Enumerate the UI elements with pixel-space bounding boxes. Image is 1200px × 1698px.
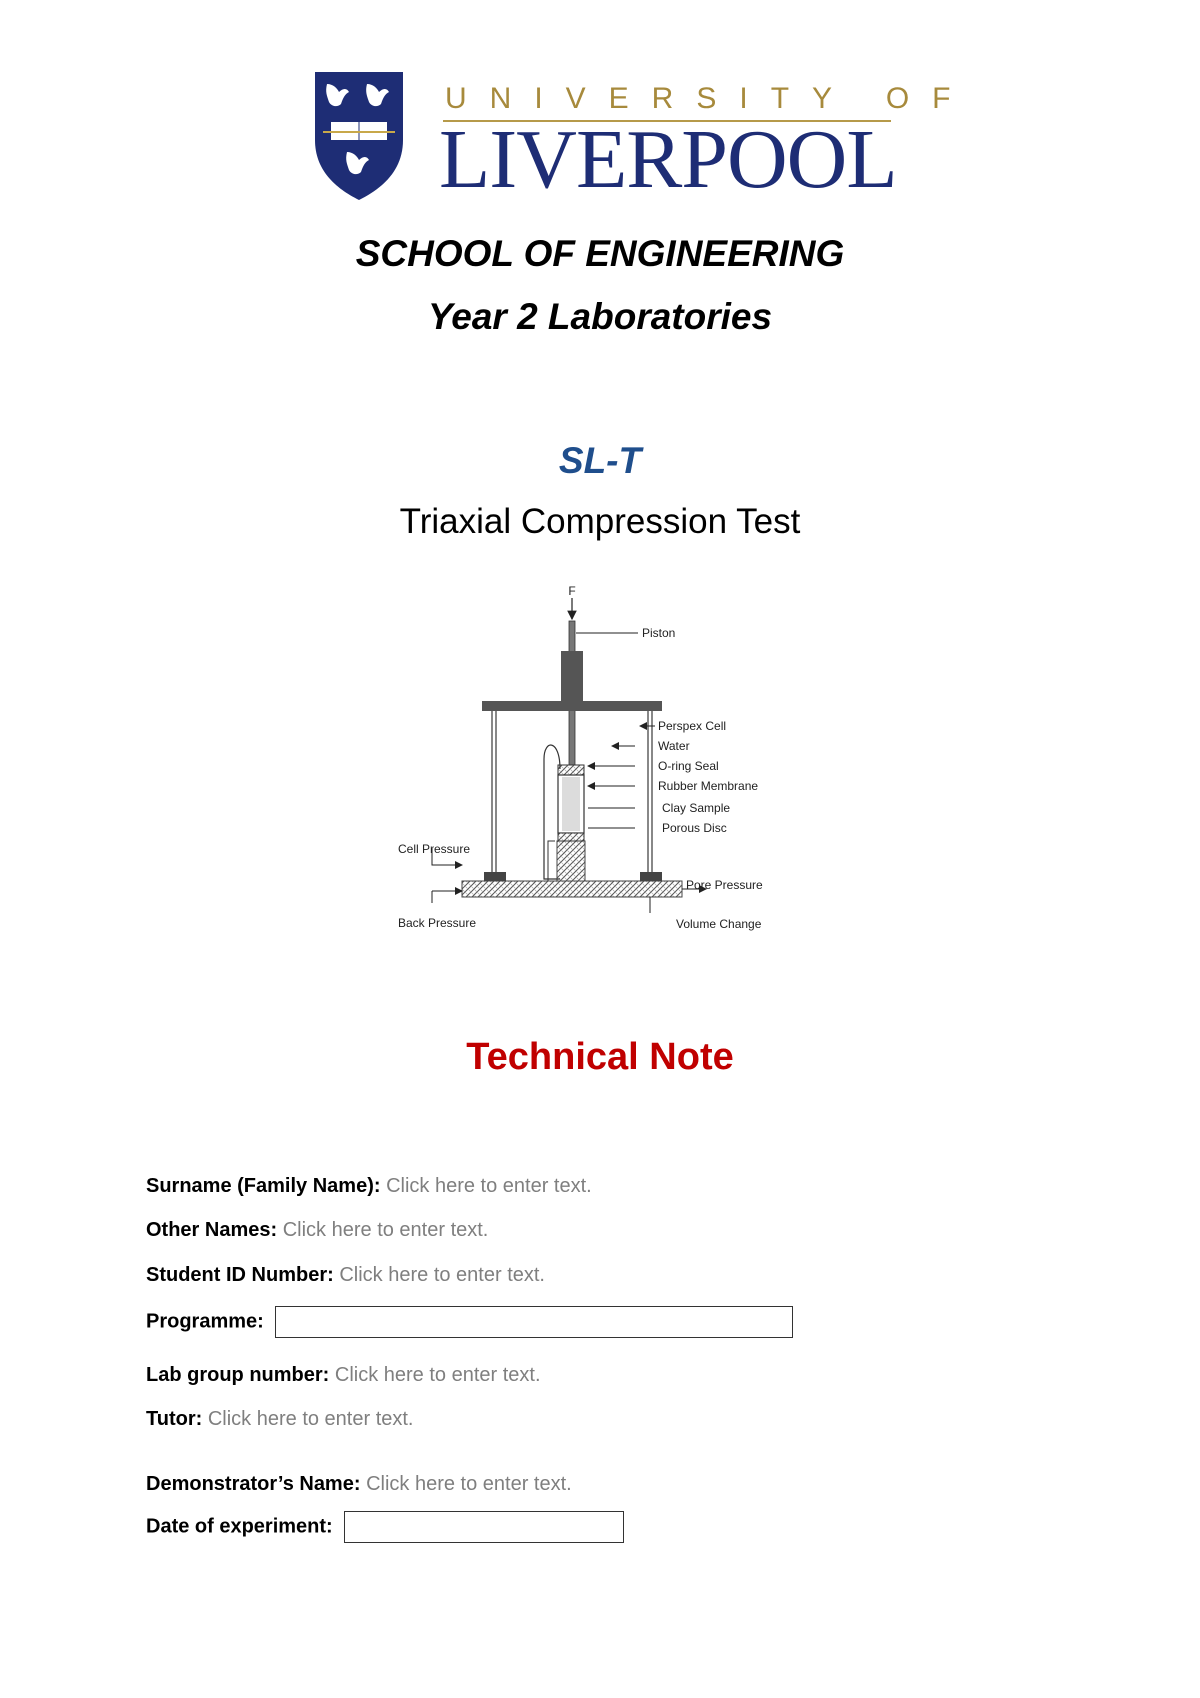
lab-group-row (146, 1363, 541, 1387)
technical-note-title: Technical Note (466, 1036, 734, 1078)
programme-label: Programme: (146, 1310, 264, 1333)
surname-label: Surname (Family Name): (146, 1175, 381, 1197)
label-volume-change: Volume Change (676, 917, 762, 931)
label-back-pressure: Back Pressure (398, 916, 477, 930)
lab-group-label: Lab group number: (146, 1364, 330, 1386)
year-title: Year 2 Laboratories (427, 296, 773, 337)
logo-liverpool: LIVERPOOL (439, 113, 897, 206)
surname-field[interactable]: Click here to enter text. (386, 1175, 592, 1197)
university-logo (313, 70, 974, 210)
label-rubber-membrane: Rubber Membrane (658, 779, 759, 793)
label-cell-pressure: Cell Pressure (398, 842, 471, 856)
programme-row (146, 1306, 793, 1338)
experiment-code: SL-T (558, 440, 642, 481)
date-field[interactable] (344, 1511, 624, 1543)
other-names-row (146, 1218, 488, 1242)
student-id-field[interactable]: Click here to enter text. (339, 1264, 545, 1286)
label-porous-disc: Porous Disc (662, 821, 727, 835)
force-label: F (568, 584, 576, 598)
demonstrator-row (146, 1472, 572, 1496)
triaxial-cell-diagram (390, 583, 820, 948)
student-id-label: Student ID Number: (146, 1264, 334, 1286)
demonstrator-label: Demonstrator’s Name: (146, 1473, 361, 1495)
experiment-title: Triaxial Compression Test (399, 502, 801, 541)
label-water: Water (658, 739, 690, 753)
label-piston: Piston (642, 626, 676, 640)
logo-university-of: UNIVERSITY OF (445, 82, 974, 115)
label-perspex-cell: Perspex Cell (658, 719, 727, 733)
tutor-field[interactable]: Click here to enter text. (207, 1408, 414, 1430)
label-clay-sample: Clay Sample (662, 801, 731, 815)
other-names-label: Other Names: (146, 1219, 278, 1241)
label-oring-seal: O-ring Seal (658, 759, 719, 773)
school-title: SCHOOL OF ENGINEERING (355, 233, 845, 274)
surname-row (146, 1174, 592, 1198)
liverpool-crest-icon (313, 70, 405, 202)
date-row (146, 1511, 624, 1543)
programme-field[interactable] (275, 1306, 793, 1338)
label-pore-pressure: Pore Pressure (686, 878, 763, 892)
date-label: Date of experiment: (146, 1515, 333, 1538)
other-names-field[interactable]: Click here to enter text. (282, 1219, 489, 1241)
demonstrator-field[interactable]: Click here to enter text. (366, 1473, 572, 1495)
lab-group-field[interactable]: Click here to enter text. (334, 1364, 541, 1386)
tutor-label: Tutor: (146, 1408, 203, 1430)
tutor-row (146, 1407, 414, 1431)
student-id-row (146, 1263, 545, 1287)
